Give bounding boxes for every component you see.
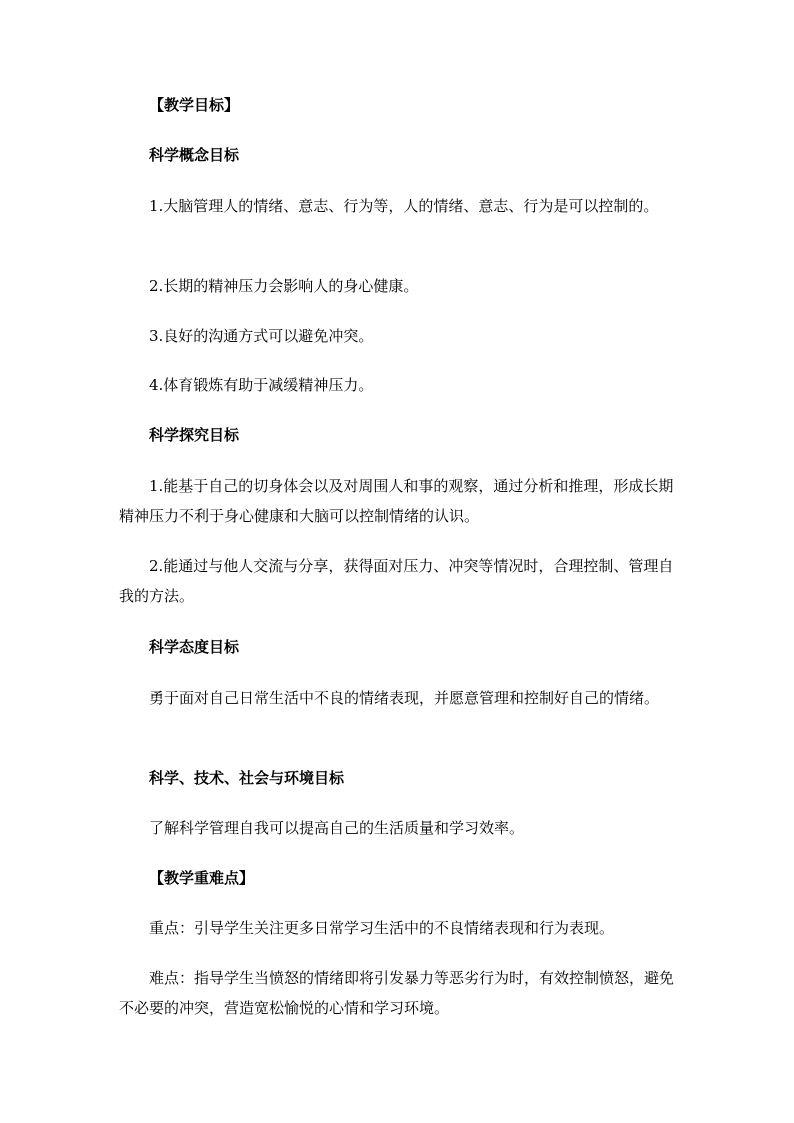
concept-item-2: 2.长期的精神压力会影响人的身心健康。 bbox=[149, 277, 419, 295]
subheading-stse: 科学、技术、社会与环境目标 bbox=[149, 769, 345, 787]
subheading-science-concept: 科学概念目标 bbox=[149, 146, 240, 164]
inquiry-item-1: 1.能基于自己的切身体会以及对周围人和事的观察，通过分析和推理，形成长期精神压力不利于身心健康和大脑可以控制情绪的认识。 bbox=[119, 477, 674, 525]
key-point-text: 重点：引导学生关注更多日常学习生活中的不良情绪表现和行为表现。 bbox=[149, 919, 615, 937]
section-heading-key-points: 【教学重难点】 bbox=[149, 869, 255, 887]
concept-item-3: 3.良好的沟通方式可以避免冲突。 bbox=[149, 327, 374, 345]
inquiry-item-2: 2.能通过与他人交流与分享，获得面对压力、冲突等情况时，合理控制、管理自我的方法。 bbox=[119, 557, 674, 605]
concept-item-1: 1.大脑管理人的情绪、意志、行为等，人的情绪、意志、行为是可以控制的。 bbox=[149, 197, 659, 215]
concept-item-4: 4.体育锻炼有助于减缓精神压力。 bbox=[149, 376, 374, 394]
stse-text: 了解科学管理自我可以提高自己的生活质量和学习效率。 bbox=[149, 819, 525, 837]
difficult-point-text: 难点：指导学生当愤怒的情绪即将引发暴力等恶劣行为时，有效控制愤怒，避免不必要的冲突，营造宽松愉悦的心情和学习环境。 bbox=[119, 969, 675, 1017]
attitude-text: 勇于面对自己日常生活中不良的情绪表现，并愿意管理和控制好自己的情绪。 bbox=[149, 689, 660, 707]
subheading-science-inquiry: 科学探究目标 bbox=[149, 426, 240, 444]
subheading-science-attitude: 科学态度目标 bbox=[149, 638, 240, 656]
section-heading-teaching-goals: 【教学目标】 bbox=[149, 96, 240, 114]
